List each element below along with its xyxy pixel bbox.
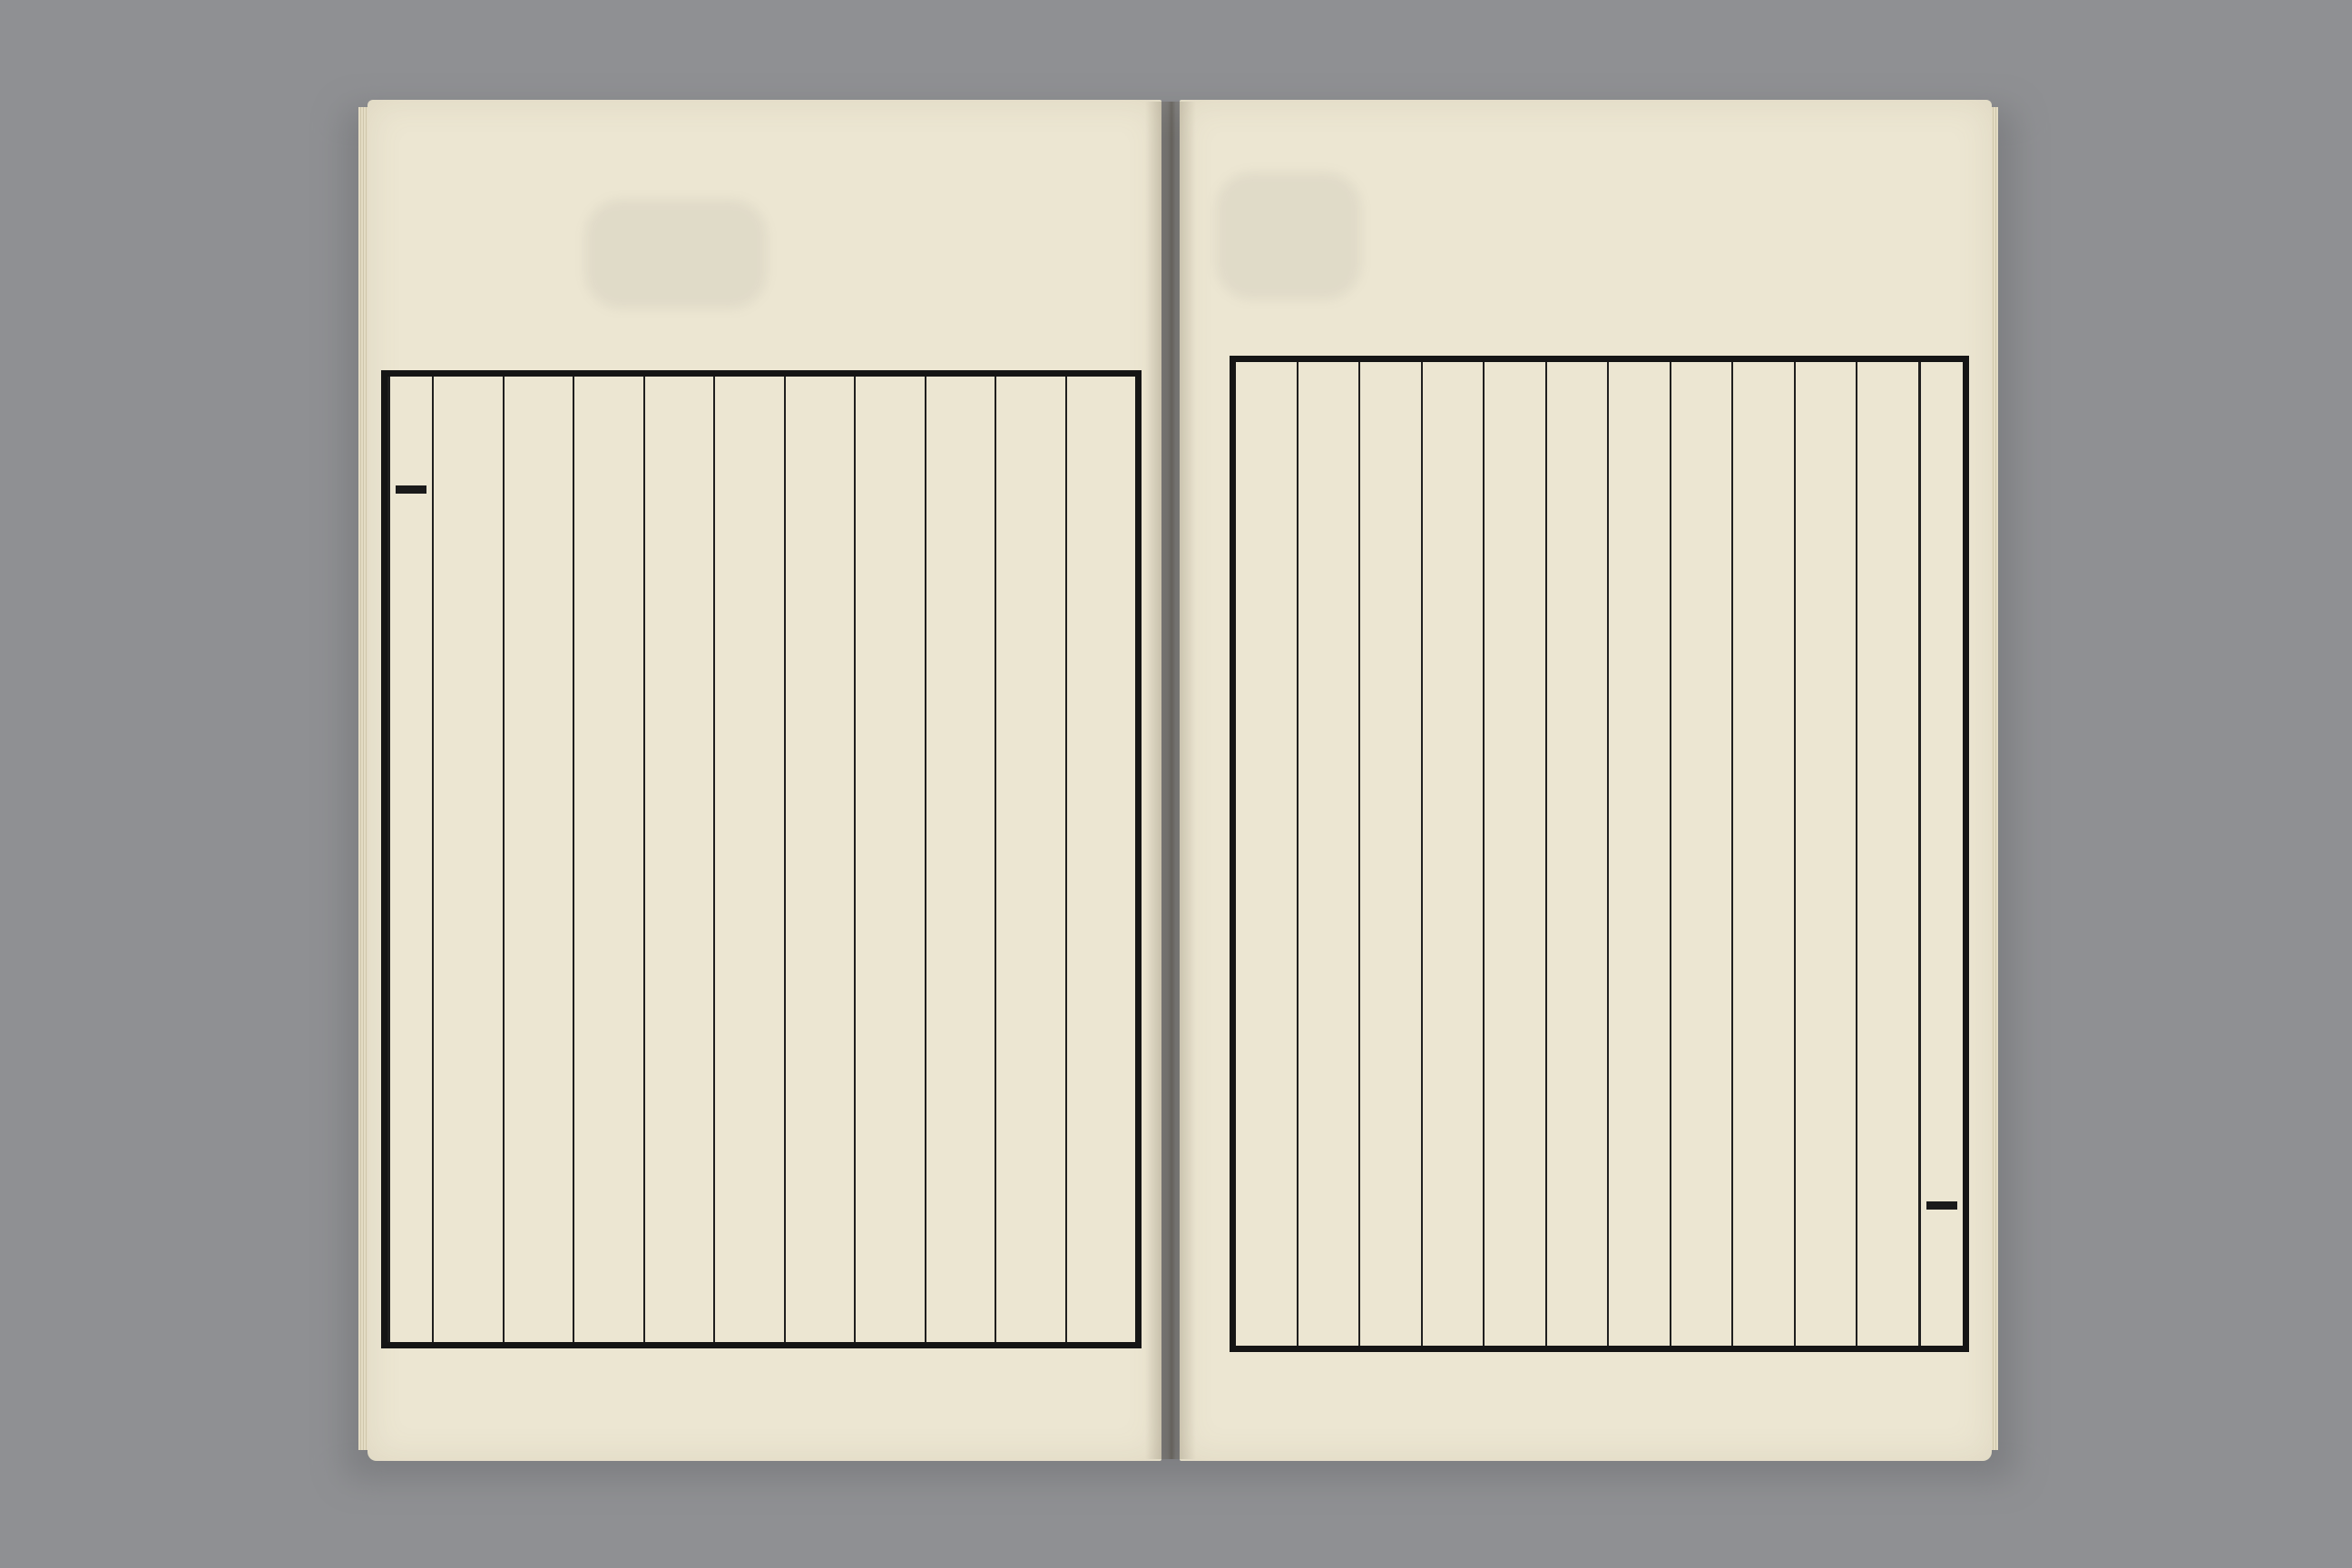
- left-column-3: [925, 377, 995, 1342]
- left-column-4: [854, 377, 925, 1342]
- right-fold-column: [1918, 362, 1963, 1346]
- right-column-7: [1483, 362, 1545, 1346]
- left-column-grid: [387, 377, 1135, 1342]
- ink-bleed-smudge: [1216, 172, 1361, 299]
- left-column-8: [573, 377, 643, 1342]
- right-column-11: [1236, 362, 1297, 1346]
- left-column-2: [995, 377, 1065, 1342]
- left-fold-column: [387, 377, 432, 1342]
- book-gutter: [1145, 102, 1196, 1459]
- right-column-5: [1607, 362, 1670, 1346]
- left-column-7: [643, 377, 714, 1342]
- right-column-grid: [1236, 362, 1963, 1346]
- ink-bleed-smudge: [585, 200, 767, 309]
- right-column-9: [1358, 362, 1421, 1346]
- right-column-2: [1794, 362, 1857, 1346]
- right-column-1: [1856, 362, 1918, 1346]
- fold-fishtail-mark: [1926, 1201, 1957, 1210]
- right-column-4: [1670, 362, 1732, 1346]
- left-column-5: [784, 377, 855, 1342]
- fold-fishtail-mark: [396, 485, 426, 494]
- right-column-6: [1545, 362, 1608, 1346]
- right-column-3: [1731, 362, 1794, 1346]
- left-text-frame: [381, 370, 1142, 1348]
- left-column-6: [713, 377, 784, 1342]
- left-column-9: [503, 377, 573, 1342]
- right-text-frame: [1230, 356, 1969, 1352]
- right-column-8: [1421, 362, 1484, 1346]
- right-column-10: [1297, 362, 1359, 1346]
- left-column-1: [1065, 377, 1136, 1342]
- left-column-10: [432, 377, 503, 1342]
